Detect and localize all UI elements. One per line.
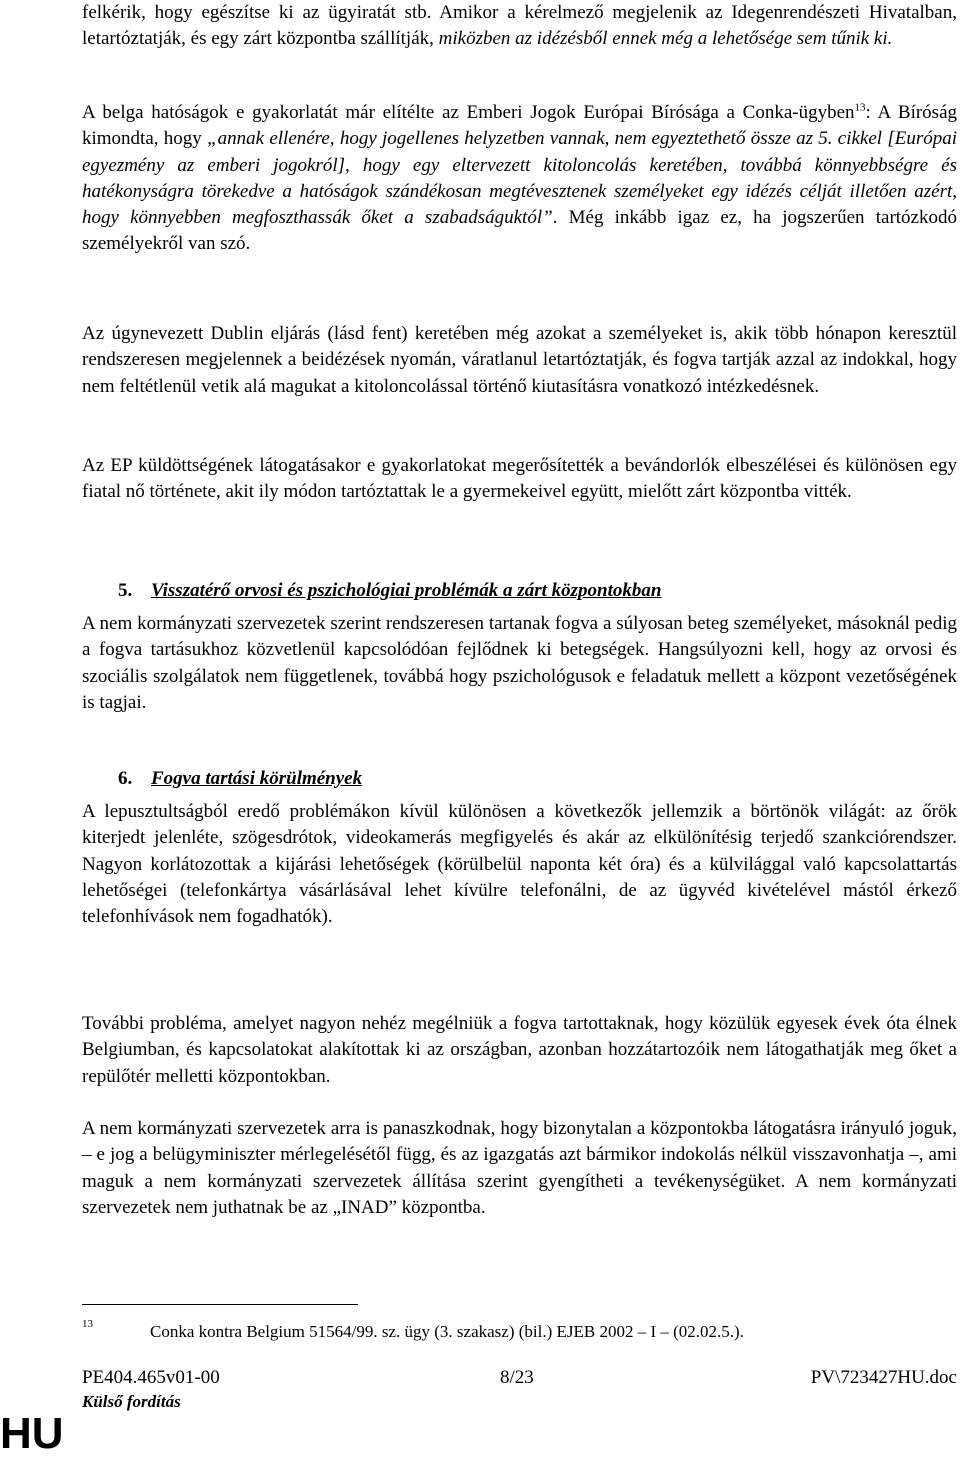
footer-translation-note: Külső fordítás — [82, 1392, 181, 1411]
section-title: Visszatérő orvosi és pszichológiai problémák a zárt központokban — [151, 580, 662, 601]
footnote-reference[interactable]: 13 — [854, 101, 866, 114]
footnote-number: 13 — [82, 1318, 93, 1330]
paragraph-1 — [82, 0, 957, 53]
section-title: Fogva tartási körülmények — [151, 768, 363, 789]
footer-page-number: 8/23 — [500, 1367, 534, 1388]
paragraph-text: . Még inkább igaz ez, ha jogszerűen tartózkodó személyekről van szó. — [82, 207, 957, 255]
section-number: 5. — [118, 580, 133, 601]
footer-doc-ref: PE404.465v01-00 — [82, 1367, 220, 1388]
section-number: 6. — [118, 768, 133, 789]
footnote-text: Conka kontra Belgium 51564/99. sz. ügy (3. szakasz) (bil.) EJEB 2002 – I – (02.02.5.). — [150, 1322, 744, 1341]
court-quote: „annak ellenére, hogy jogellenes helyzetben vannak, nem egyeztethető össze az 5. cikkel [Európai egyezmény az emberi jogokról], hogy egy eltervezett kitoloncolás keretében, továbbá könnyebbségre és hatékonyságra törekedve a hatóságok szándékosan megtévesztenek személyeket egy idézés célját illetően azért, hogy könnyebben megfoszthassák őket a szabadságuktól” — [82, 128, 958, 229]
paragraph-7: További probléma, amelyet nagyon nehéz megélniük a fogva tartottaknak, hogy közülük egyesek évek óta élnek Belgiumban, és kapcsolatokat alakítottak ki az országban, azonban hozzátartozóik nem látogathatják meg őket a repülőtér melletti központokban. — [82, 1013, 957, 1087]
paragraph-text: : A Bíróság kimondta, hogy — [82, 102, 958, 150]
section-heading-5 — [118, 578, 938, 604]
footnote-separator — [82, 1304, 358, 1305]
paragraph-text: A belga hatóságok e gyakorlatát már elítélte az Emberi Jogok Európai Bírósága a Conka-ügyben — [82, 102, 855, 123]
footer-file-name: PV\723427HU.doc — [810, 1367, 957, 1388]
page-footer — [82, 1367, 957, 1391]
paragraph-4: Az EP küldöttségének látogatásakor e gyakorlatokat megerősítették a bevándorlók elbeszélései és különösen egy fiatal nő története, akit ily módon tartóztattak le a gyermekeivel együtt, mielőtt zárt központba vitték. — [82, 455, 957, 503]
paragraph-8: A nem kormányzati szervezetek arra is panaszkodnak, hogy bizonytalan a központokba látogatásra irányuló joguk, – e jog a belügyminiszter mérlegelésétől függ, és az igazgatás azt bármikor indokolás nélkül visszavonhatja –, ami maguk a nem kormányzati szervezetek állítása szerint gyengítheti a tevékenységüket. A nem kormányzati szervezetek nem juthatnak be az „INAD” központba. — [82, 1118, 957, 1218]
paragraph-text: felkérik, hogy egészítse ki az ügyiratát stb. Amikor a kérelmező megjelenik az Idegenrendészeti Hivatalban, letartóztatják, és egy zárt központba szállítják, — [82, 2, 957, 50]
paragraph-6: A lepusztultságból eredő problémákon kívül különösen a következők jellemzik a börtönök világát: az őrök kiterjedt jelenléte, szögesdrótok, videokamerás megfigyelés és akár az elkülönítésig terjedő szankciórendszer. Nagyon korlátozottak a kijárási lehetőségek (körülbelül naponta két óra) és a külvilággal való kapcsolattartás lehetőségei (telefonkártya vásárlásával lehet kívülre telefonálni, de az ügyvéd kivételével mástól érkező telefonhívások nem fogadhatók). — [82, 801, 957, 928]
paragraph-2 — [82, 100, 957, 258]
paragraph-5: A nem kormányzati szervezetek szerint rendszeresen tartanak fogva a súlyosan beteg személyeket, másoknál pedig a fogva tartásukhoz közvetlenül kapcsolódóan fejlődnek ki betegségek. Hangsúlyozni kell, hogy az orvosi és szociális szolgálatok nem függetlenek, továbbá hogy pszichológusok e feladatuk mellett a központ vezetőségének is tagjai. — [82, 613, 957, 713]
paragraph-italic-text: miközben az idézésből ennek még a lehetősége sem tűnik ki. — [438, 28, 893, 50]
paragraph-3: Az úgynevezett Dublin eljárás (lásd fent) keretében még azokat a személyeket is, akik több hónapon keresztül rendszeresen megjelennek a beidézések nyomán, váratlanul letartóztatják, és fogva tartják azzal az indokkal, hogy nem feltétlenül vetik alá magukat a kitoloncolással történő kiutasításra vonatkozó intézkedésnek. — [82, 323, 957, 397]
language-code: HU — [0, 1409, 64, 1458]
section-heading-6 — [118, 766, 938, 792]
